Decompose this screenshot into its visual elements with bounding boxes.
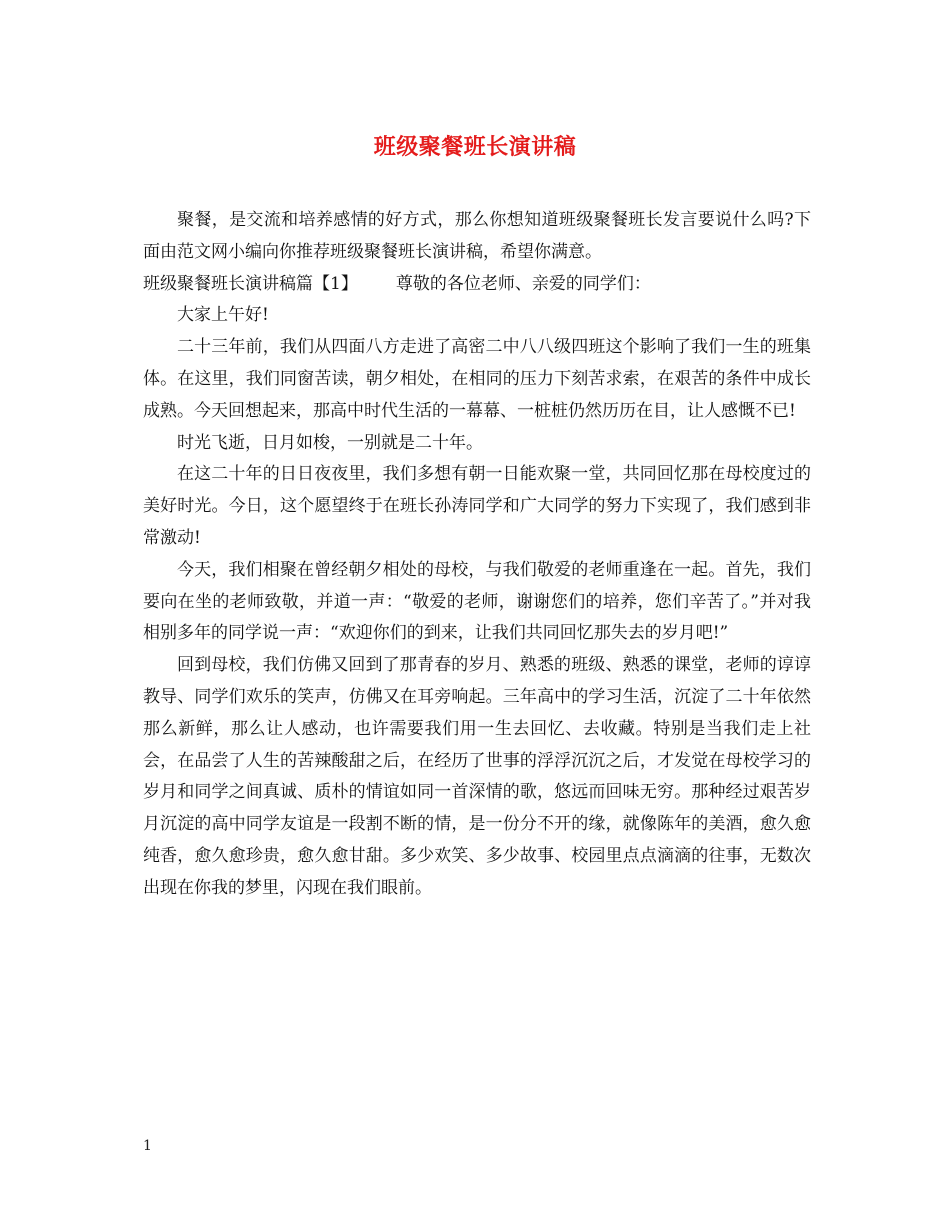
section-heading-line	[143, 269, 811, 301]
document-title: 班级聚餐班长演讲稿	[373, 134, 577, 160]
page-number: 1	[143, 1138, 152, 1154]
body-paragraph: 在这二十年的日日夜夜里，我们多想有朝一日能欢聚一堂，共同回忆那在母校度过的美好时光。今日，这个愿望终于在班长孙涛同学和广大同学的努力下实现了，我们感到非常激动!	[143, 464, 811, 548]
greeting-paragraph: 大家上午好!	[177, 305, 269, 326]
section-heading: 班级聚餐班长演讲稿篇【1】	[143, 273, 358, 294]
body-paragraph: 二十三年前，我们从四面八方走进了高密二中八八级四班这个影响了我们一生的班集体。在这里，我们同窗苦读，朝夕相处，在相同的压力下刻苦求索，在艰苦的条件中成长成熟。今天回想起来，那高中时代生活的一幕幕、一桩桩仍然历历在目，让人感慨不已!	[143, 337, 811, 421]
salutation: 尊敬的各位老师、亲爱的同学们：	[395, 273, 651, 294]
body-paragraph: 时光飞逝，日月如梭，一别就是二十年。	[177, 432, 483, 453]
body-paragraph: 今天，我们相聚在曾经朝夕相处的母校，与我们敬爱的老师重逢在一起。首先，我们要向在坐的老师致敬，并道一声：“敬爱的老师，谢谢您们的培养，您们辛苦了。”并对我相别多年的同学说一声：“欢迎你们的到来，让我们共同回忆那失去的岁月吧!”	[143, 559, 811, 644]
body-paragraph: 回到母校，我们仿佛又回到了那青春的岁月、熟悉的班级、熟悉的课堂，老师的谆谆教导、同学们欢乐的笑声，仿佛又在耳旁响起。三年高中的学习生活，沉淀了二十年依然那么新鲜，那么让人感动，也许需要我们用一生去回忆、去收藏。特别是当我们走上社会，在品尝了人生的苦辣酸甜之后，在经历了世事的浮浮沉沉之后，才发觉在母校学习的岁月和同学之间真诚、质朴的情谊如同一首深情的歌，悠远而回味无穷。那种经过艰苦岁月沉淀的高中同学友谊是一段割不断的情，是一份分不开的缘，就像陈年的美酒，愈久愈纯香，愈久愈珍贵，愈久愈甘甜。多少欢笑、多少故事、校园里点点滴滴的往事，无数次出现在你我的梦里，闪现在我们眼前。	[143, 655, 811, 898]
intro-paragraph: 聚餐，是交流和培养感情的好方式，那么你想知道班级聚餐班长发言要说什么吗?下面由范文网小编向你推荐班级聚餐班长演讲稿，希望你满意。	[143, 210, 811, 262]
document-body	[143, 205, 811, 905]
